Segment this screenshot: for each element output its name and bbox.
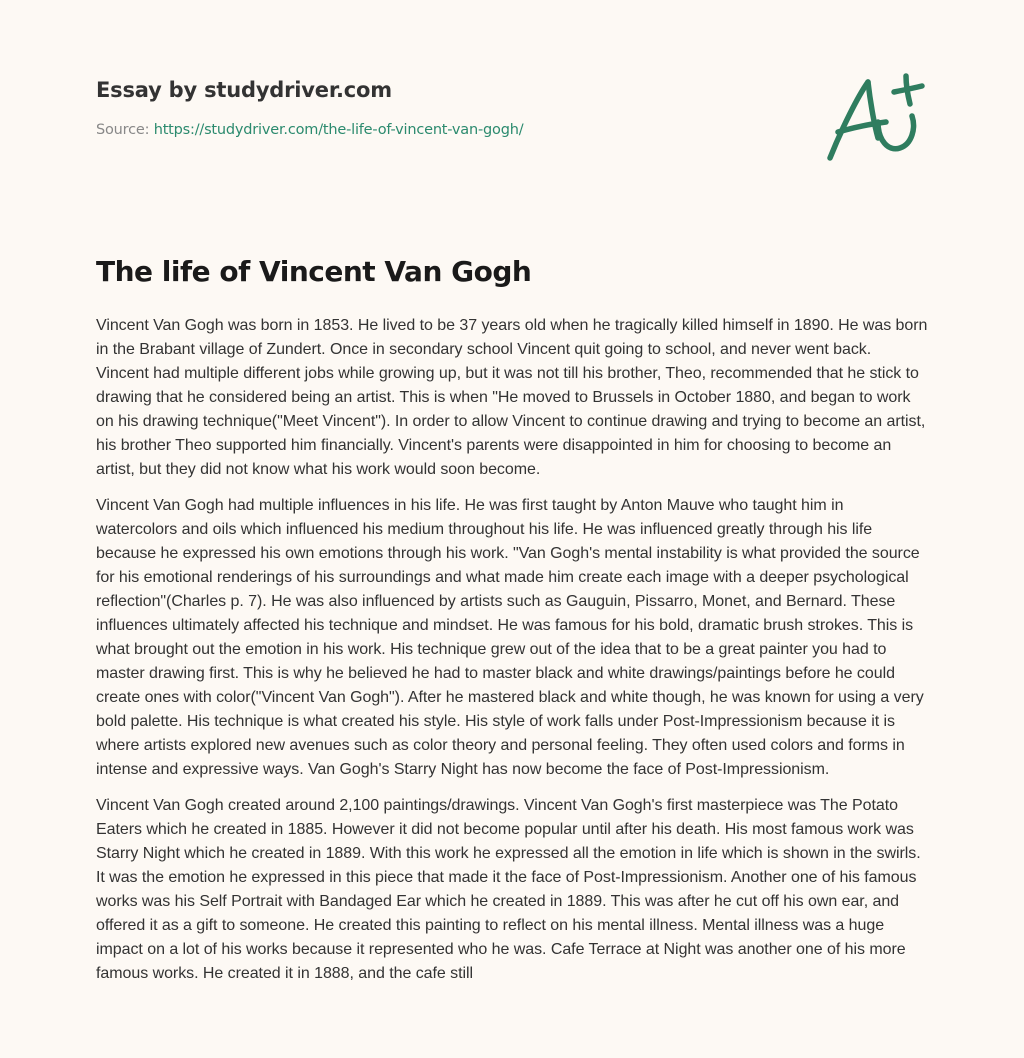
page-header [96, 76, 936, 140]
essay-paragraph: Vincent Van Gogh was born in 1853. He lived to be 37 years old when he tragically killed himself in 1890. He was born in the Brabant village of Zundert. Once in secondary school Vincent quit going to school, and never went back. Vincent had multiple different jobs while growing up, but it was not till his brother, Theo, recommended that he stick to drawing that he considered being an artist. This is when "He moved to Brussels in October 1880, and began to work on his drawing technique("Meet Vincent"). In order to allow Vincent to continue drawing and trying to become an artist, his brother Theo supported him financially. Vincent's parents were disappointed in him for choosing to become an artist, but they did not know what his work would soon become. [96, 317, 928, 478]
essay-paragraph: Vincent Van Gogh had multiple influences in his life. He was first taught by Anton Mauve who taught him in watercolors and oils which influenced his medium throughout his life. He was influenced greatly through his life because he expressed his own emotions through his work. "Van Gogh's mental instability is what provided the source for his emotional renderings of his surroundings and what made him create each image with a deeper psychological reflection"(Charles p. 7). He was also influenced by artists such as Gauguin, Pissarro, Monet, and Bernard. These influences ultimately affected his technique and mindset. He was famous for his bold, dramatic brush strokes. This is what brought out the emotion in his work. His technique grew out of the idea that to be a great painter you had to master drawing first. This is why he believed he had to master black and white drawings/paintings before he could create ones with color("Vincent Van Gogh"). After he mastered black and white though, he was known for using a very bold palette. His technique is what created his style. His style of work falls under Post-Impressionism because it is where artists explored new avenues such as color theory and personal feeling. They often used colors and forms in intense and expressive ways. Van Gogh's Starry Night has now become the face of Post-Impressionism. [96, 497, 924, 778]
source-line [96, 120, 936, 140]
essay-body [96, 314, 928, 998]
essay-paragraph: Vincent Van Gogh created around 2,100 paintings/drawings. Vincent Van Gogh's first masterpiece was The Potato Eaters which he created in 1885. However it did not become popular until after his death. His most famous work was Starry Night which he created in 1889. With this work he expressed all the emotion in life which is shown in the swirls. It was the emotion he expressed in this piece that made it the face of Post-Impressionism. Another one of his famous works was his Self Portrait with Bandaged Ear which he created in 1889. This was after he cut off his own ear, and offered it as a gift to someone. He created this painting to reflect on his mental illness. Mental illness was a huge impact on a lot of his works because it represented who he was. Cafe Terrace at Night was another one of his more famous works. He created it in 1888, and the cafe still [96, 797, 921, 982]
source-link[interactable]: https://studydriver.com/the-life-of-vincent-van-gogh/ [153, 122, 524, 138]
a-plus-grade-icon [822, 66, 932, 166]
essay-title: The life of Vincent Van Gogh [96, 255, 532, 288]
source-label: Source: [96, 122, 154, 138]
site-title: Essay by studydriver.com [96, 78, 392, 102]
